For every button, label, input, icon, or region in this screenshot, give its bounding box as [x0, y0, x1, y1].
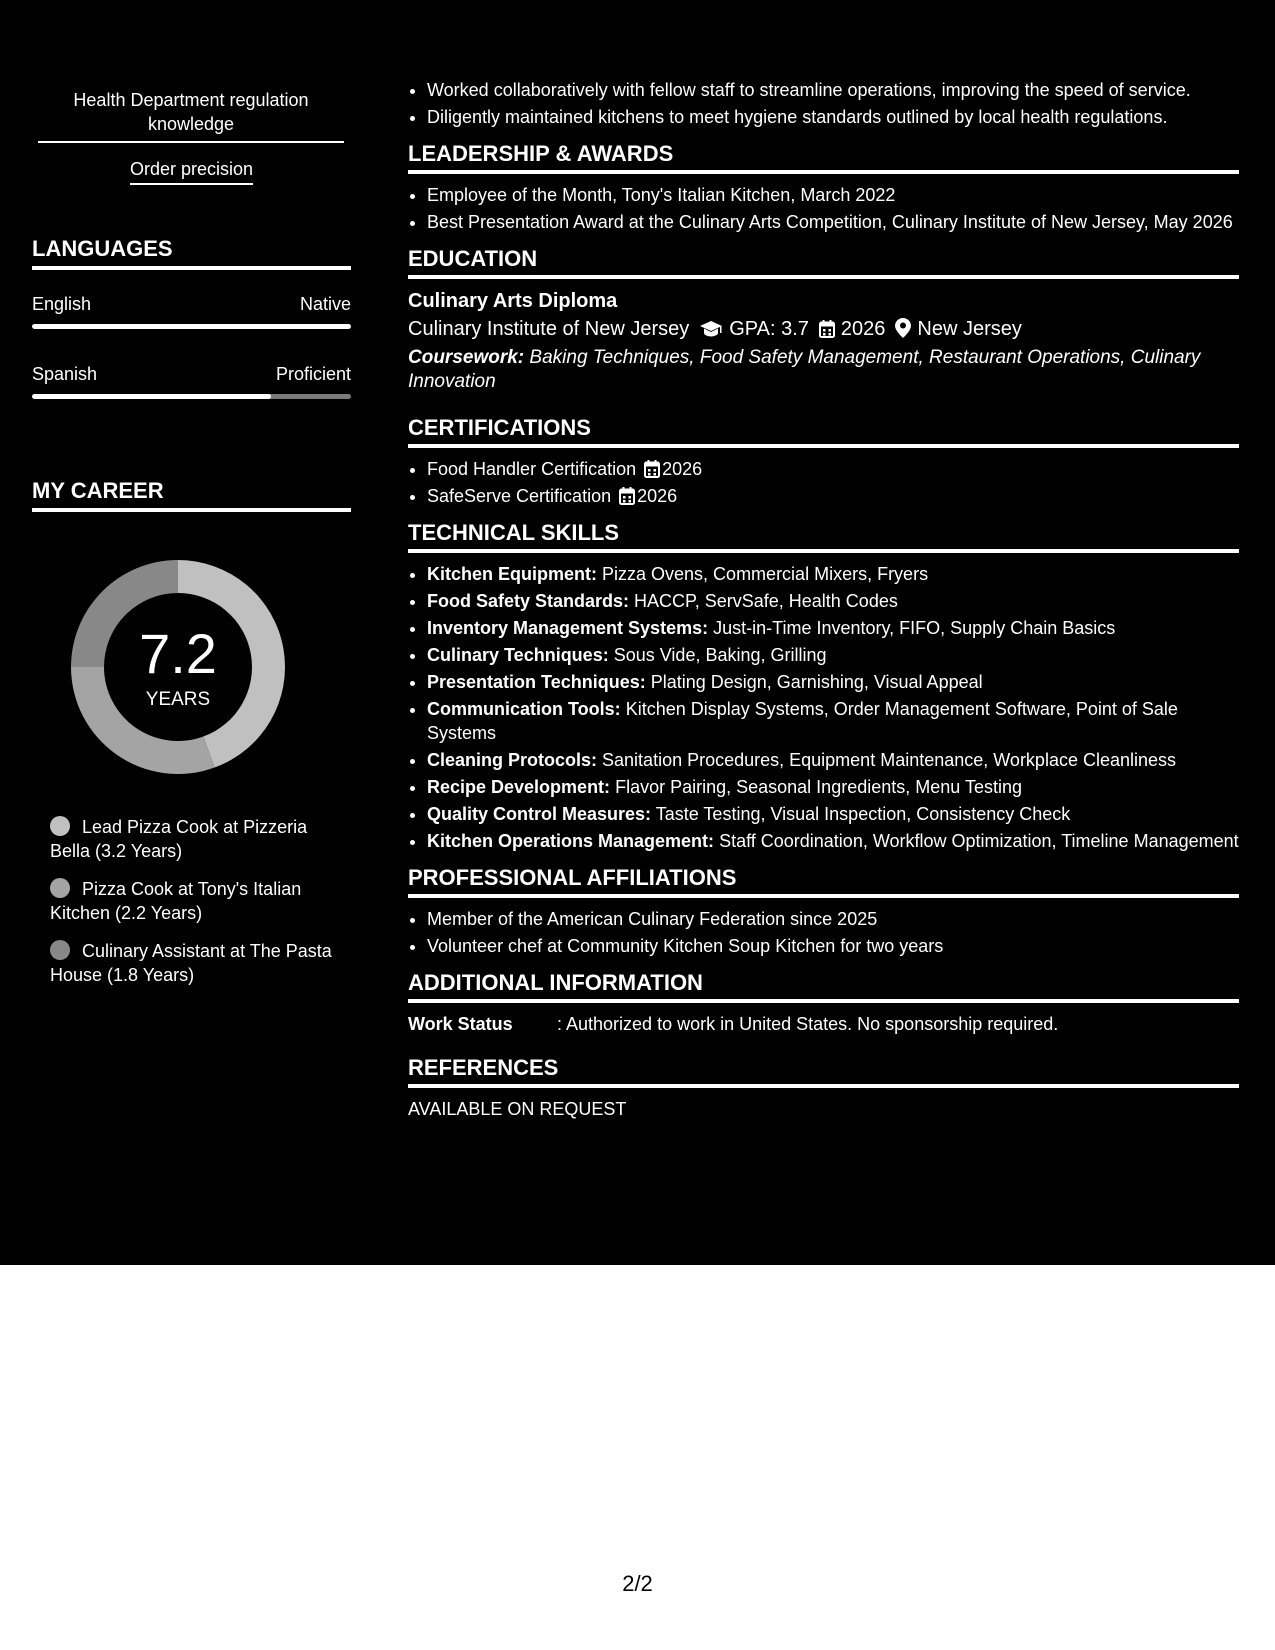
award-item: • Employee of the Month, Tony's Italian Kitchen, March 2022: [427, 183, 1239, 207]
technical-skill-item: • Culinary Techniques: Sous Vide, Baking, Grilling: [427, 643, 1239, 667]
additional-info-heading: ADDITIONAL INFORMATION: [408, 969, 1239, 1003]
career-item: Lead Pizza Cook at Pizzeria Bella (3.2 Years): [50, 817, 308, 861]
language-row: [32, 362, 351, 386]
references-text: AVAILABLE ON REQUEST: [408, 1099, 627, 1119]
experience-bullet: • Worked collaboratively with fellow staff to streamline operations, improving the speed of service.: [427, 78, 1239, 102]
additional-info-section: [408, 969, 1239, 1036]
education-gpa: GPA: 3.7: [729, 318, 809, 340]
education-degree: Culinary Arts Diploma: [408, 290, 618, 312]
references-heading: REFERENCES: [408, 1054, 1239, 1088]
affiliations-section: [408, 864, 1239, 958]
affiliations-heading: PROFESSIONAL AFFILIATIONS: [408, 864, 1239, 898]
location-pin-icon: [895, 318, 911, 338]
language-proficiency-fill: [32, 324, 351, 329]
experience-bullet: • Diligently maintained kitchens to meet hygiene standards outlined by local health regulations.: [427, 105, 1239, 129]
technical-skill-item: • Food Safety Standards: HACCP, ServSafe, Health Codes: [427, 589, 1239, 613]
graduation-cap-icon: [699, 320, 723, 338]
language-proficiency-bar: [32, 394, 351, 399]
work-status-row: [408, 1012, 1239, 1036]
language-proficiency-fill: [32, 394, 271, 399]
career-item: Pizza Cook at Tony's Italian Kitchen (2.2 Years): [50, 879, 302, 923]
certifications-section: [408, 414, 1239, 508]
career-item: Culinary Assistant at The Pasta House (1.8 Years): [50, 941, 332, 985]
certification-item: • Food Handler Certification 2026: [427, 457, 1239, 481]
skill-item: Order precision: [32, 157, 351, 185]
language-proficiency-bar: [32, 324, 351, 329]
technical-skill-item: • Communication Tools: Kitchen Display Systems, Order Management Software, Point of Sale Systems: [427, 697, 1239, 745]
main-column: [408, 78, 1239, 1121]
language-level: Native: [299, 294, 351, 314]
certifications-heading: CERTIFICATIONS: [408, 414, 1239, 448]
awards-section: [408, 140, 1239, 234]
language-row: [32, 292, 351, 316]
career-total-unit: YEARS: [145, 689, 211, 710]
affiliation-item: • Member of the American Culinary Federation since 2025: [427, 907, 1239, 931]
technical-skill-item: • Inventory Management Systems: Just-in-Time Inventory, FIFO, Supply Chain Basics: [427, 616, 1239, 640]
language-name: Spanish: [32, 364, 98, 384]
career-total-years: 7.2: [139, 622, 217, 685]
career-list: [50, 815, 340, 1001]
skill-item: Health Department regulation knowledge: [38, 88, 344, 143]
experience-bullets: [408, 78, 1239, 129]
technical-skill-item: • Quality Control Measures: Taste Testing, Visual Inspection, Consistency Check: [427, 802, 1239, 826]
education-year: 2026: [840, 318, 886, 340]
affiliation-item: • Volunteer chef at Community Kitchen Soup Kitchen for two years: [427, 934, 1239, 958]
career-heading: MY CAREER: [32, 477, 351, 512]
calendar-icon: [644, 460, 660, 478]
certification-item: • SafeServe Certification 2026: [427, 484, 1239, 508]
career-legend-dot: [50, 940, 70, 960]
awards-heading: LEADERSHIP & AWARDS: [408, 140, 1239, 174]
education-location: New Jersey: [917, 318, 1022, 340]
language-level: Proficient: [275, 364, 351, 384]
career-legend-dot: [50, 816, 70, 836]
career-legend-dot: [50, 878, 70, 898]
technical-skill-item: • Kitchen Equipment: Pizza Ovens, Commercial Mixers, Fryers: [427, 562, 1239, 586]
education-section: [408, 245, 1239, 394]
education-heading: EDUCATION: [408, 245, 1239, 279]
languages-heading: LANGUAGES: [32, 235, 351, 270]
technical-skill-item: • Recipe Development: Flavor Pairing, Seasonal Ingredients, Menu Testing: [427, 775, 1239, 799]
education-school: Culinary Institute of New Jersey: [408, 318, 690, 340]
page-number: 2/2: [622, 1571, 653, 1596]
work-status-value: : Authorized to work in United States. No sponsorship required.: [557, 1014, 1059, 1034]
calendar-icon: [619, 487, 635, 505]
work-status-label: Work Status: [408, 1014, 513, 1034]
education-meta: [408, 314, 1239, 344]
language-name: English: [32, 294, 92, 314]
calendar-icon: [819, 320, 835, 338]
technical-skill-item: • Kitchen Operations Management: Staff Coordination, Workflow Optimization, Timeline Management: [427, 829, 1239, 853]
technical-skills-heading: TECHNICAL SKILLS: [408, 519, 1239, 553]
award-item: • Best Presentation Award at the Culinary Arts Competition, Culinary Institute of New Jersey, May 2026: [427, 210, 1239, 234]
references-section: [408, 1054, 1239, 1121]
technical-skills-section: [408, 519, 1239, 853]
education-coursework: Coursework: Baking Techniques, Food Safety Management, Restaurant Operations, Culinary Innovation: [408, 347, 1201, 392]
technical-skill-item: • Presentation Techniques: Plating Design, Garnishing, Visual Appeal: [427, 670, 1239, 694]
technical-skill-item: • Cleaning Protocols: Sanitation Procedures, Equipment Maintenance, Workplace Cleanliness: [427, 748, 1239, 772]
